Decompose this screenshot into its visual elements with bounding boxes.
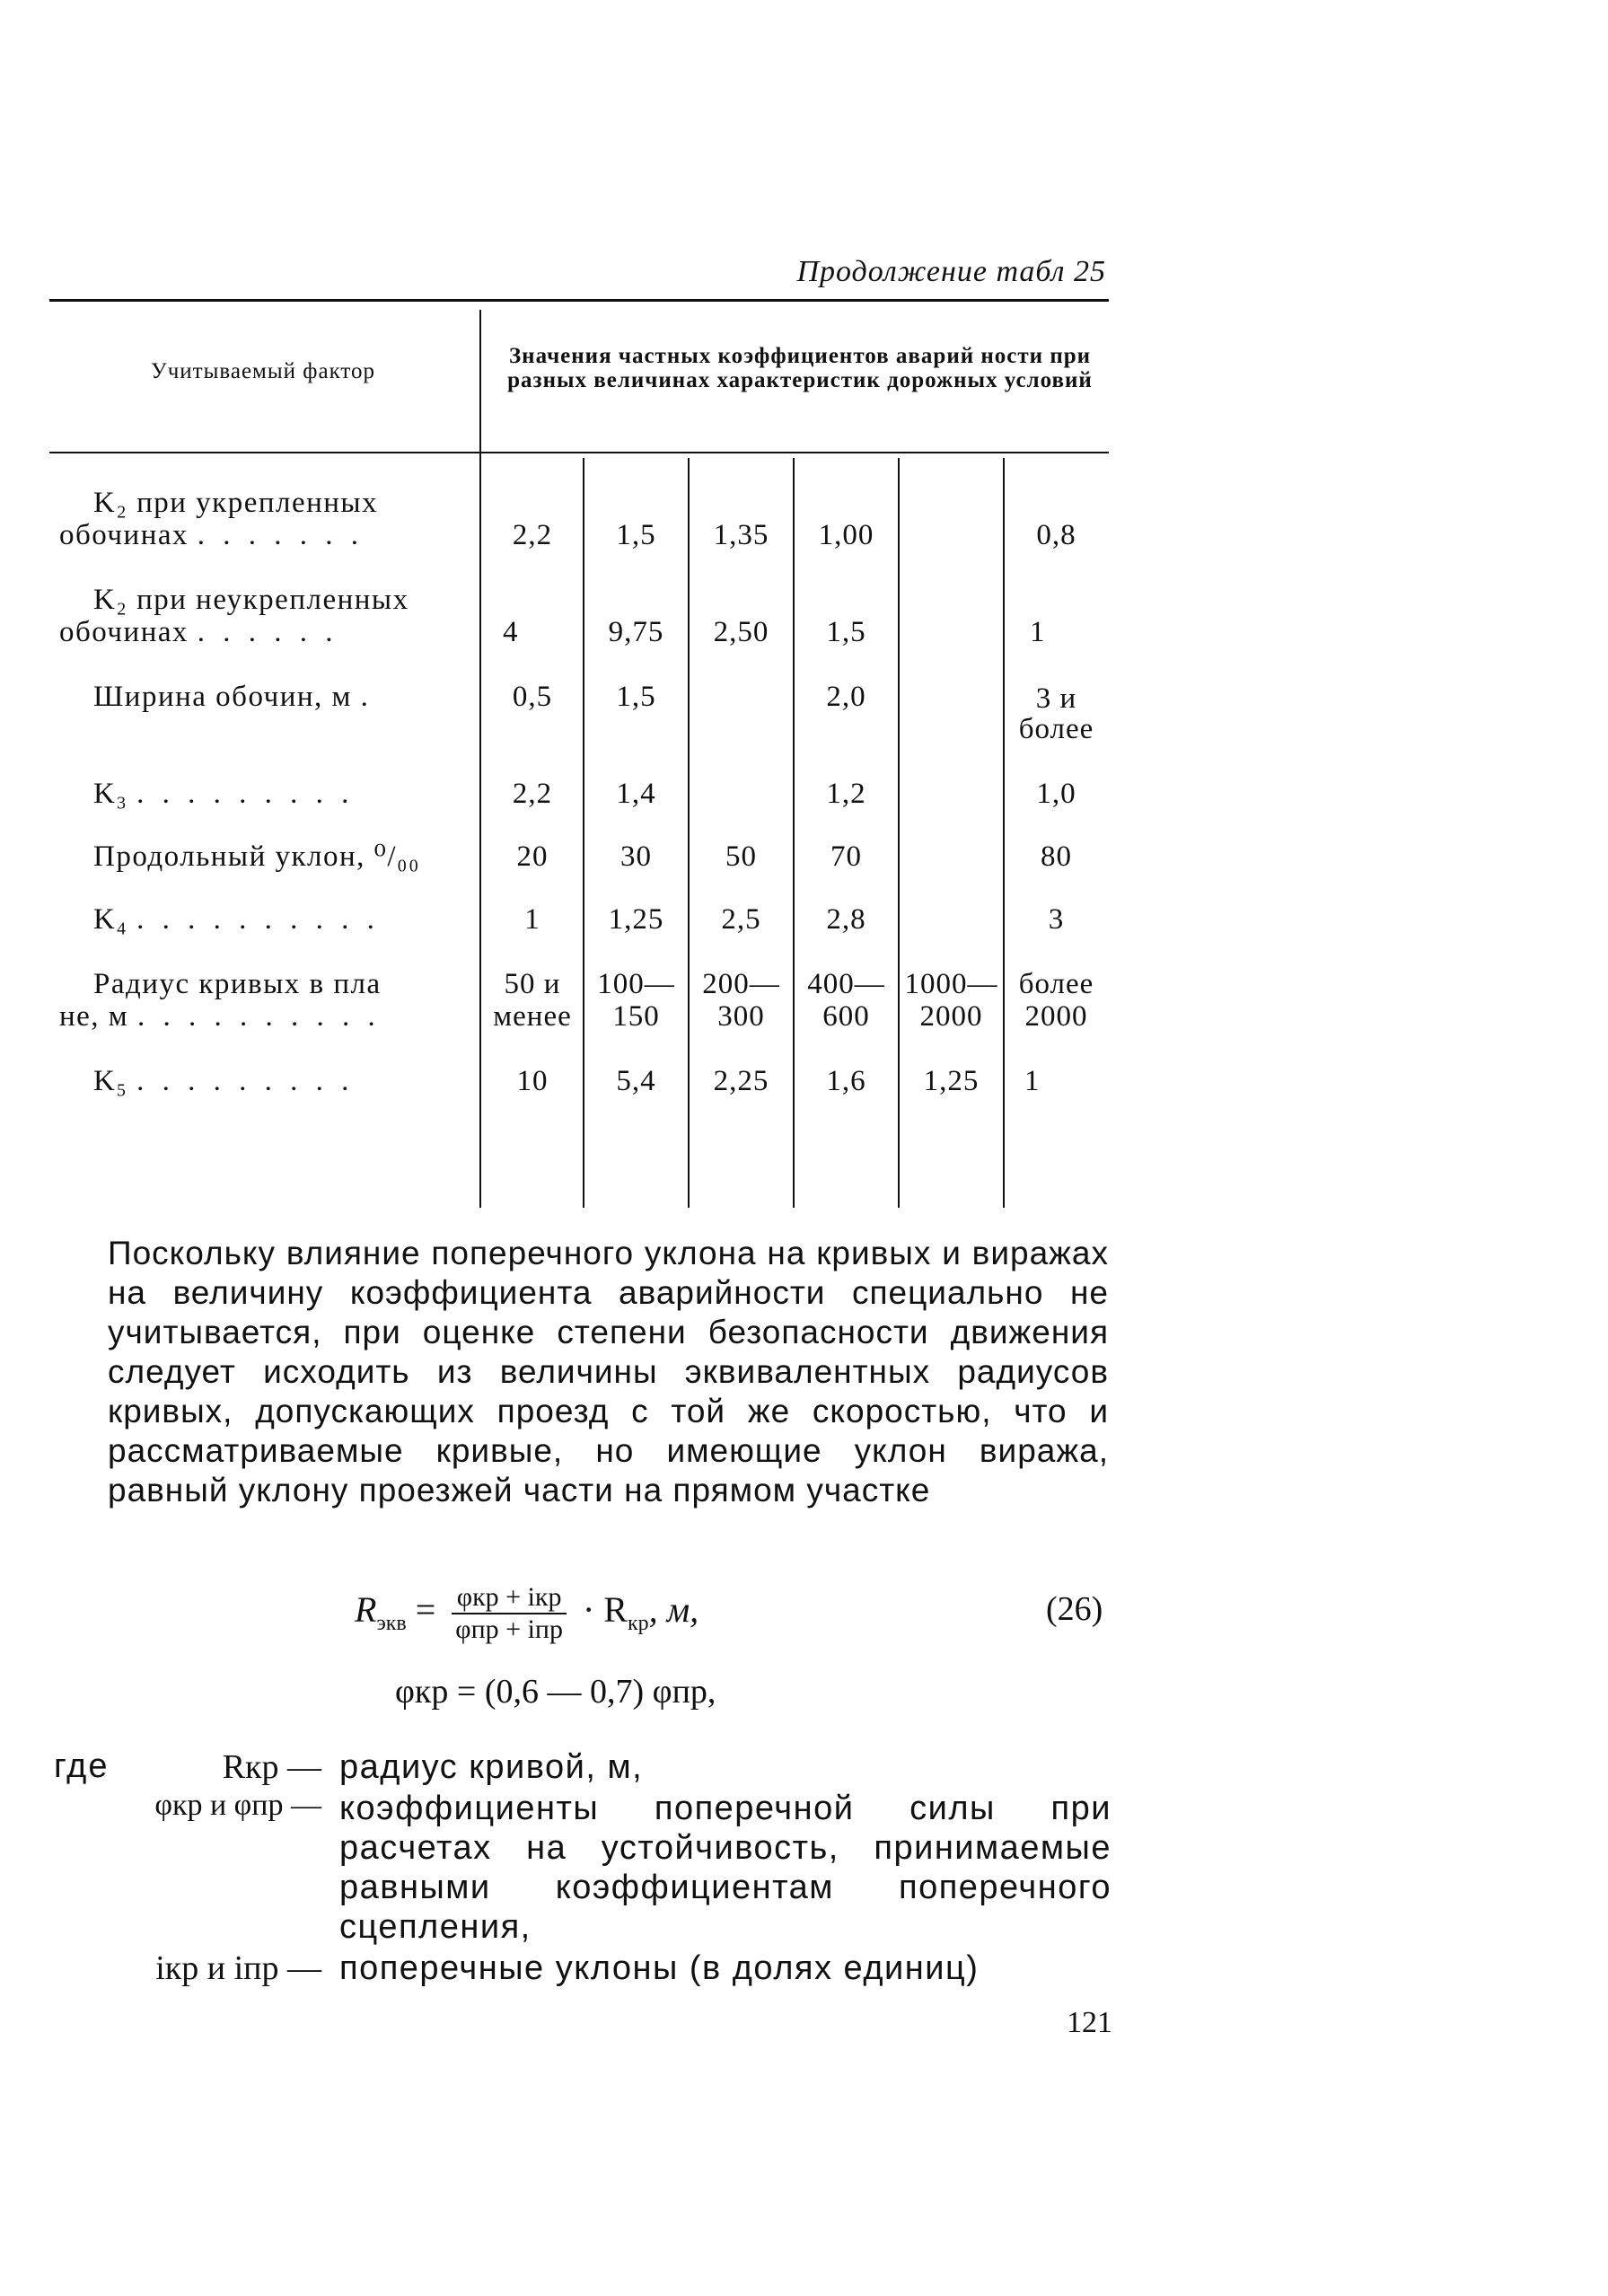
table-cell: 1,25 <box>608 903 664 936</box>
table-row-factor: K₂ при неукрепленных обочинах . . . . . . <box>59 584 409 648</box>
where-symbol: iкр и iпр — <box>155 1949 321 1987</box>
table-cell: 9,75 <box>608 616 664 648</box>
table-cell: 300 <box>717 1000 765 1033</box>
table-cell: 50 <box>725 840 757 873</box>
table-cell: 4 <box>503 616 519 648</box>
table-row-factor: K₅ . . . . . . . . . <box>93 1065 355 1097</box>
table-row-factor: Ширина обочин, м . <box>93 681 370 713</box>
where-definition: радиус кривой, м, <box>339 1748 644 1786</box>
table-cell: 1 <box>1024 1065 1041 1097</box>
table-cell: 5,4 <box>616 1065 656 1097</box>
table-cell: 1,4 <box>616 778 656 810</box>
where-symbol: Rкр — <box>222 1748 321 1786</box>
table-cell: 3 <box>1048 903 1065 936</box>
equation-number: (26) <box>1046 1590 1103 1628</box>
table-row-factor: Радиус кривых в пла не, м . . . . . . . . . . <box>59 968 382 1033</box>
table-cell: 50 и <box>504 968 561 1000</box>
table-cell: 100— <box>597 968 675 1000</box>
table-header-rule <box>49 452 1109 453</box>
body-paragraph: Поскольку влияние поперечного уклона на кривых и виражах на величину коэффициента аварийности специально не учитывается, при оценке степени безопасности движения следует исходить из величины эквивалентных радиусов кривых, допускающих проезд с той же скоростью, что и рассматриваемые кривые, но имеющие уклон виража, равный уклону проезжей части на прямом участке <box>108 1235 1109 1509</box>
table-cell: 1,35 <box>713 519 769 551</box>
table-cell: 1 <box>524 903 540 936</box>
table-row-factor: K₄ . . . . . . . . . . <box>93 903 380 936</box>
page-number: 121 <box>1067 2006 1112 2039</box>
table-cell: 1,0 <box>1036 778 1076 810</box>
table-header-factor: Учитываемый фактор <box>151 359 375 383</box>
table-cell: 20 <box>516 840 549 873</box>
table-top-rule <box>49 299 1109 302</box>
table-cell: 200— <box>702 968 780 1000</box>
table-cell: 70 <box>830 840 862 873</box>
where-definition: поперечные уклоны (в долях единиц) <box>339 1949 980 1987</box>
table-cell: 2000 <box>1024 1000 1088 1033</box>
table-cell: 600 <box>822 1000 870 1033</box>
table-cell: 1,2 <box>826 778 866 810</box>
table-cell: 1,5 <box>616 519 656 551</box>
table-cell: менее <box>493 1000 572 1033</box>
table-cell: 2,2 <box>512 778 553 810</box>
table-row-factor: Продольный уклон, ⁰/₀₀ <box>93 840 421 873</box>
table-cell: 30 <box>620 840 652 873</box>
where-label: где <box>54 1747 110 1785</box>
table-cell: более <box>1018 968 1094 1000</box>
table-row-factor: K₂ при укрепленных обочинах . . . . . . . <box>59 487 379 551</box>
table-row-factor: K₃ . . . . . . . . . <box>93 778 355 810</box>
where-definition: коэффициенты поперечной силы при расчетах на устойчивость, принимаемые равными коэффициентам поперечного сцепления, <box>339 1790 1112 1946</box>
table-cell: 1,6 <box>826 1065 866 1097</box>
table-cell: 3 и <box>1035 682 1077 715</box>
table-cell: 150 <box>612 1000 660 1033</box>
table-cell: 1,5 <box>616 681 656 713</box>
table-cell: 1,00 <box>818 519 874 551</box>
table-cell: 2,8 <box>826 903 866 936</box>
table-cell: 10 <box>516 1065 549 1097</box>
table-cell: 80 <box>1041 840 1072 873</box>
table-cell: 1,5 <box>826 616 866 648</box>
formula-26: $R_{экв}$ = $\frac{\text{φкр + iкр}}{\text{φпр + iпр}}$ · $R_{кр}$, м, <box>355 1582 699 1644</box>
formula-fraction: $\frac{\text{φкр + iкр}}{\text{φпр + iпр}}$ <box>452 1582 567 1645</box>
table-cell: 2000 <box>919 1000 983 1033</box>
table-cell: 0,5 <box>512 681 553 713</box>
table-caption: Продолжение табл 25 <box>796 255 1106 288</box>
table-cell: 1 <box>1030 616 1046 648</box>
table-cell: 2,25 <box>713 1065 769 1097</box>
table-cell: 2,2 <box>512 519 553 551</box>
where-symbol: φкр и φпр — <box>154 1789 321 1822</box>
table-cell: более <box>1018 713 1094 745</box>
table-header-values: Значения частных коэффициентов аварий ности при разных величинах характеристик дорожных условий <box>507 344 1093 392</box>
table-cell: 0,8 <box>1036 519 1076 551</box>
formula-phi: φкр = (0,6 — 0,7) φпр, <box>395 1673 716 1711</box>
table-cell: 2,50 <box>713 616 769 648</box>
table-cell: 2,5 <box>721 903 761 936</box>
table-cell: 400— <box>807 968 885 1000</box>
table-cell: 1000— <box>904 968 998 1000</box>
table-cell: 2,0 <box>826 681 866 713</box>
table-cell: 1,25 <box>923 1065 980 1097</box>
